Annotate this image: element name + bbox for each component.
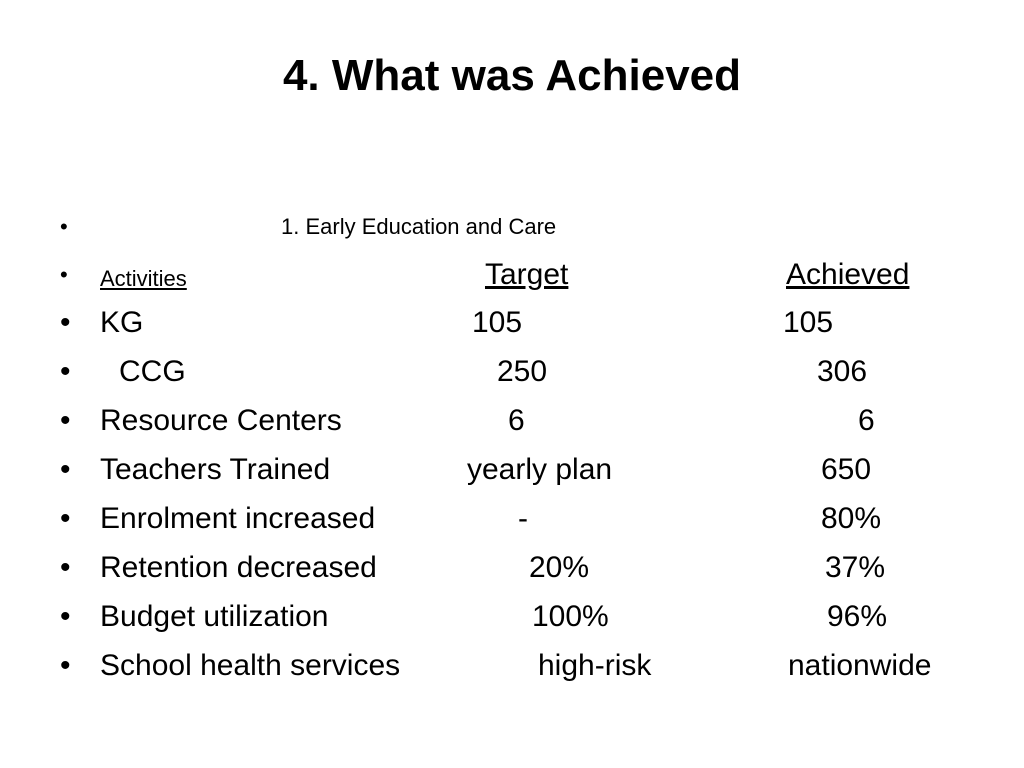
activity-cell: School health services <box>100 649 401 682</box>
bullet-icon: • <box>60 214 68 239</box>
target-cell: yearly plan <box>467 453 613 486</box>
target-cell: 6 <box>508 404 525 437</box>
target-cell: 105 <box>472 306 523 339</box>
activity-cell: Teachers Trained <box>100 453 331 486</box>
bullet-icon: • <box>60 649 71 682</box>
achieved-cell: 650 <box>821 453 872 486</box>
activities-header: Activities <box>100 266 187 291</box>
target-header: Target <box>485 258 569 291</box>
bullet-icon: • <box>60 355 71 388</box>
target-cell: 100% <box>532 600 609 633</box>
activity-cell: Retention decreased <box>100 551 377 584</box>
slide-title: 4. What was Achieved <box>282 51 742 100</box>
achieved-cell: 37% <box>825 551 886 584</box>
achieved-cell: 105 <box>783 306 834 339</box>
target-cell: high-risk <box>538 649 652 682</box>
bullet-icon: • <box>60 551 71 584</box>
target-cell: 250 <box>497 355 548 388</box>
bullet-icon: • <box>60 306 71 339</box>
achieved-cell: 306 <box>817 355 868 388</box>
achieved-cell: 6 <box>858 404 875 437</box>
achieved-cell: 96% <box>827 600 888 633</box>
bullet-icon: • <box>60 262 68 287</box>
section-heading: 1. Early Education and Care <box>281 214 557 239</box>
activity-cell: Budget utilization <box>100 600 329 633</box>
bullet-icon: • <box>60 600 71 633</box>
bullet-icon: • <box>60 453 71 486</box>
achieved-header: Achieved <box>786 258 910 291</box>
activity-cell: KG <box>100 306 144 339</box>
activity-cell: CCG <box>119 355 186 388</box>
achieved-cell: 80% <box>821 502 882 535</box>
bullet-icon: • <box>60 502 71 535</box>
bullet-icon: • <box>60 404 71 437</box>
target-cell: 20% <box>529 551 590 584</box>
activity-cell: Enrolment increased <box>100 502 376 535</box>
achieved-cell: nationwide <box>788 649 932 682</box>
target-cell: - <box>518 502 528 535</box>
activity-cell: Resource Centers <box>100 404 342 437</box>
